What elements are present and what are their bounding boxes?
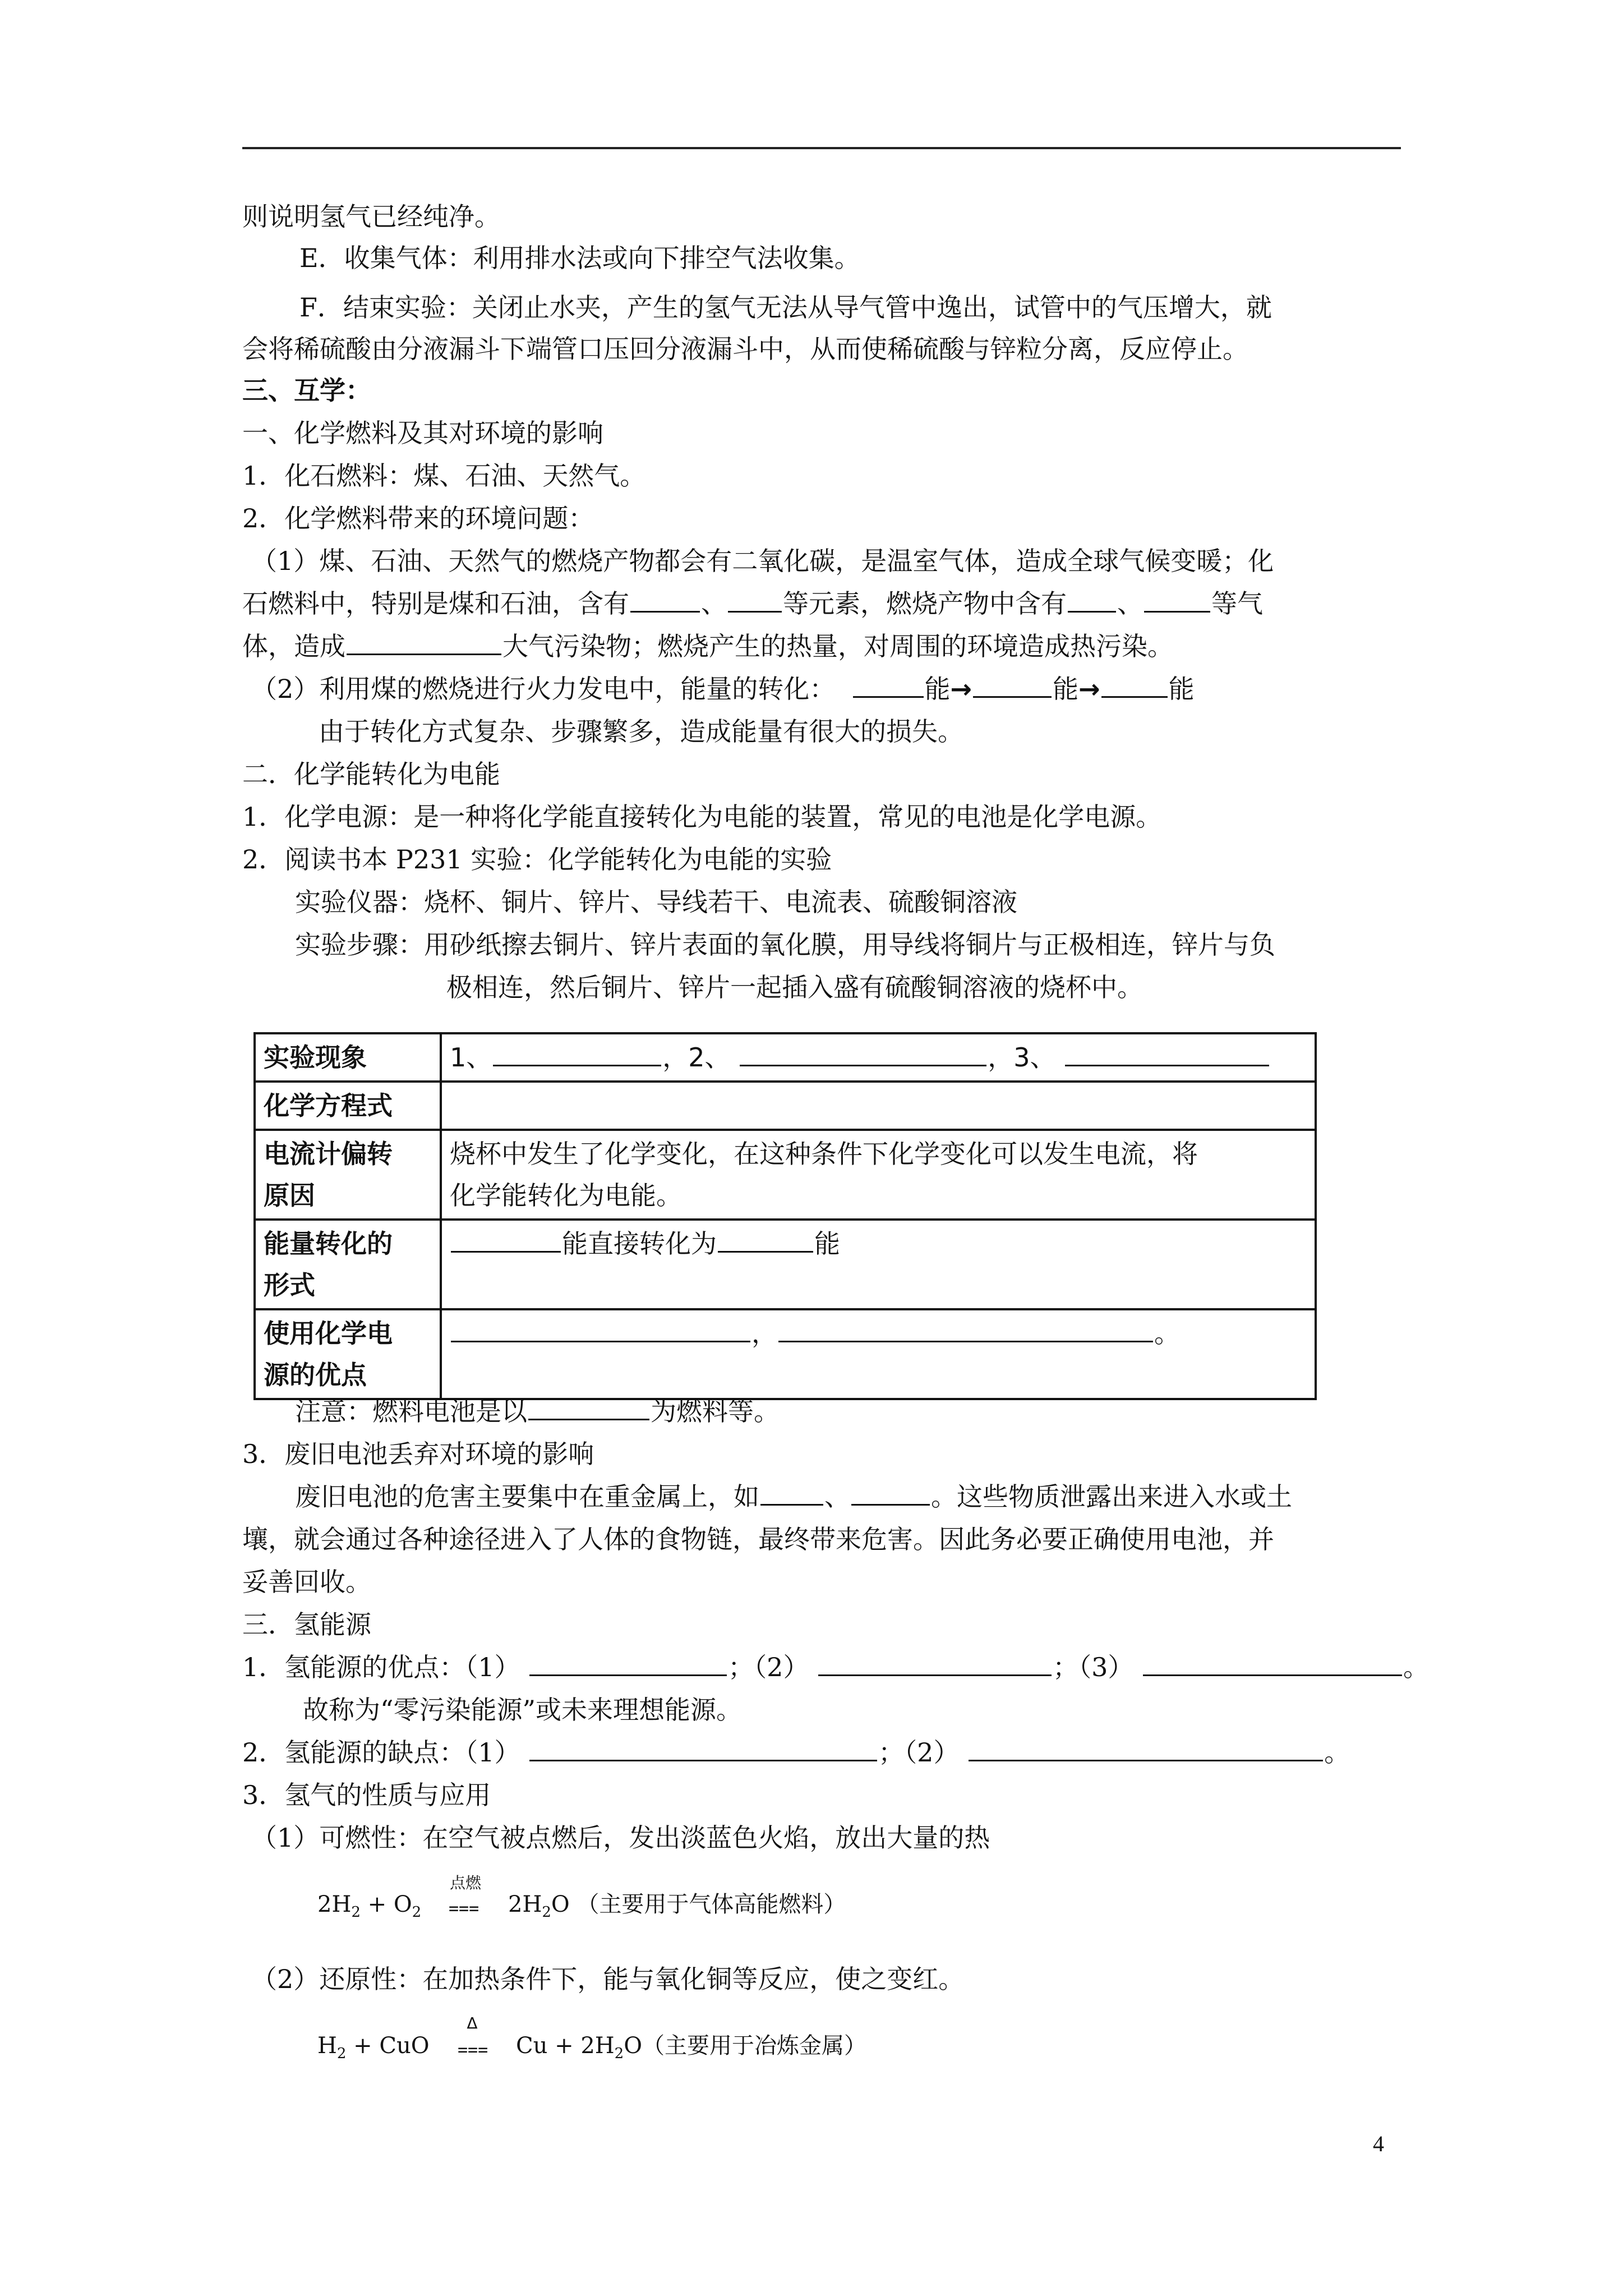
equation-right <box>516 2032 866 2068</box>
text: Cu + 2H <box>516 2033 615 2059</box>
text-line: 实验仪器：烧杯、铜片、锌片、导线若干、电流表、硫酸铜溶液 <box>295 887 1017 917</box>
reaction-condition: 点燃 <box>449 1874 481 1892</box>
text-line: 2．阅读书本 P231 实验：化学能转化为电能的实验 <box>242 844 832 875</box>
subscript: 2 <box>336 2045 347 2062</box>
text: 使用化学电 <box>264 1318 393 1349</box>
text-line-with-blanks <box>251 673 1195 705</box>
equals-sign: === <box>458 2040 488 2060</box>
text: 源的优点 <box>264 1360 367 1390</box>
equation-left <box>317 1890 421 1926</box>
table-cell <box>441 1033 1316 1082</box>
text: （主要用于气体高能燃料） <box>577 1892 846 1917</box>
text: （主要用于冶炼金属） <box>642 2033 866 2059</box>
header-rule <box>242 147 1401 149</box>
text: 能直接转化为 <box>562 1228 717 1259</box>
text: 、 <box>1117 588 1143 619</box>
text-line: 则说明氢气已经纯净。 <box>242 201 500 232</box>
row-header: 化学方程式 <box>255 1082 441 1130</box>
text: 2H <box>508 1892 542 1917</box>
fill-blank[interactable] <box>630 588 700 613</box>
table-row <box>255 1082 1316 1130</box>
text-line: F．结束实验：关闭止水夹，产生的氢气无法从导气管中逸出，试管中的气压增大，就 <box>299 292 1272 323</box>
text: + CuO <box>346 2033 430 2059</box>
fill-blank[interactable] <box>778 1318 1153 1342</box>
fill-blank[interactable] <box>1065 1042 1269 1066</box>
table-row <box>255 1309 1316 1399</box>
text: ；（3） <box>1053 1652 1134 1682</box>
subsection-title: 二．化学能转化为电能 <box>242 759 500 789</box>
fill-blank[interactable] <box>718 1228 813 1253</box>
row-header <box>255 1220 441 1309</box>
fill-blank[interactable] <box>851 1481 930 1506</box>
subsection-title: 一、化学燃料及其对环境的影响 <box>242 418 603 448</box>
experiment-table <box>253 1032 1317 1400</box>
fill-blank[interactable] <box>818 1652 1052 1676</box>
equation-left <box>317 2032 430 2068</box>
text: 形式 <box>264 1270 315 1300</box>
fill-blank[interactable] <box>529 1737 877 1761</box>
text: 为燃料等。 <box>651 1396 780 1427</box>
text: 。 <box>1403 1652 1429 1682</box>
text: 注意：燃料电池是以 <box>295 1396 527 1427</box>
table-cell <box>441 1309 1316 1399</box>
text: 石燃料中，特别是煤和石油，含有 <box>242 588 629 619</box>
text-line-with-blanks <box>242 631 1173 662</box>
text: 电流计偏转 <box>264 1139 393 1169</box>
text-line: 由于转化方式复杂、步骤繁多，造成能量有很大的损失。 <box>319 716 963 747</box>
arrow-icon: → <box>950 674 972 704</box>
text: ；（2） <box>728 1652 809 1682</box>
equals-sign: === <box>449 1899 479 1918</box>
text: 、 <box>824 1481 850 1512</box>
page-number: 4 <box>1373 2131 1384 2156</box>
text-line-with-blanks <box>295 1481 1292 1512</box>
text: O <box>624 2033 642 2059</box>
text-line: 故称为“零污染能源”或未来理想能源。 <box>303 1695 743 1725</box>
text: 能 <box>924 674 951 704</box>
section-title: 三、互学： <box>242 375 371 406</box>
text-line: 妥善回收。 <box>242 1567 371 1597</box>
subsection-title: 三．氢能源 <box>242 1609 371 1640</box>
text: 、 <box>701 588 727 619</box>
text: 等气 <box>1211 588 1263 619</box>
fill-blank[interactable] <box>529 1652 727 1676</box>
text: 2H <box>317 1892 352 1917</box>
text: 1．氢能源的优点：（1） <box>242 1652 520 1682</box>
text: 大气污染物；燃烧产生的热量，对周围的环境造成热污染。 <box>502 631 1173 661</box>
text: 能 <box>1053 674 1079 704</box>
text-line: 会将稀硫酸由分液漏斗下端管口压回分液漏斗中，从而使稀硫酸与锌粒分离，反应停止。 <box>242 334 1248 364</box>
text: 体，造成 <box>242 631 345 661</box>
text-line-with-blanks <box>242 1651 1429 1683</box>
text-line: （1）可燃性：在空气被点燃后，发出淡蓝色火焰，放出大量的热 <box>251 1823 990 1853</box>
subscript: 2 <box>351 1904 361 1921</box>
text-line: （1）煤、石油、天然气的燃烧产物都会有二氧化碳，是温室气体，造成全球气候变暖；化 <box>251 546 1274 576</box>
text: 。 <box>1324 1737 1350 1768</box>
table-cell <box>441 1130 1316 1220</box>
text: 1、 <box>450 1042 492 1073</box>
text-line: 3．氢气的性质与应用 <box>242 1780 491 1810</box>
text: 能 <box>814 1228 840 1259</box>
fill-blank[interactable] <box>740 1042 986 1066</box>
text-line: （2）还原性：在加热条件下，能与氧化铜等反应，使之变红。 <box>251 1964 965 1994</box>
fill-blank[interactable] <box>1101 674 1168 698</box>
text: ，2、 <box>662 1042 731 1073</box>
text-line: 1．化学电源：是一种将化学能直接转化为电能的装置，常见的电池是化学电源。 <box>242 802 1162 832</box>
text: H <box>317 2033 337 2059</box>
text: （2）利用煤的燃烧进行火力发电中，能量的转化： <box>251 674 836 704</box>
fill-blank[interactable] <box>451 1228 561 1253</box>
heat-condition: Δ <box>467 2014 478 2032</box>
fill-blank[interactable] <box>973 674 1052 698</box>
text: 。这些物质泄露出来进入水或土 <box>931 1481 1292 1512</box>
fill-blank[interactable] <box>528 1396 649 1420</box>
table-row <box>255 1033 1316 1082</box>
text: 能 <box>1168 674 1195 704</box>
table-row <box>255 1130 1316 1220</box>
fill-blank[interactable] <box>853 674 924 698</box>
text: 化学能转化为电能。 <box>450 1180 682 1211</box>
fill-blank[interactable] <box>760 1481 823 1506</box>
text: 2．氢能源的缺点：（1） <box>242 1737 520 1768</box>
subscript: 2 <box>614 2045 624 2062</box>
text: 能量转化的 <box>264 1228 393 1259</box>
subscript: 2 <box>412 1904 422 1921</box>
arrow-icon: → <box>1078 674 1100 704</box>
text-line: 2．化学燃料带来的环境问题： <box>242 503 594 533</box>
fill-blank[interactable] <box>969 1737 1323 1761</box>
text-line: 壤，就会通过各种途径进入了人体的食物链，最终带来危害。因此务必要正确使用电池，并 <box>242 1524 1274 1554</box>
fill-blank[interactable] <box>1068 588 1116 613</box>
text: ， <box>751 1318 777 1349</box>
fill-blank[interactable] <box>493 1042 661 1066</box>
fill-blank[interactable] <box>451 1318 750 1342</box>
table-cell <box>441 1220 1316 1309</box>
fill-blank[interactable] <box>1144 588 1210 613</box>
text-line: 实验步骤：用砂纸擦去铜片、锌片表面的氧化膜，用导线将铜片与正极相连，锌片与负 <box>295 930 1275 960</box>
text-line: E．收集气体：利用排水法或向下排空气法收集。 <box>299 243 860 273</box>
row-header <box>255 1130 441 1220</box>
text: + O <box>360 1892 412 1917</box>
text-line: 1．化石燃料：煤、石油、天然气。 <box>242 461 646 491</box>
fill-blank[interactable] <box>728 588 782 613</box>
text-line-with-blanks <box>242 1737 1350 1768</box>
note-line <box>295 1396 780 1427</box>
text-line-with-blanks <box>242 588 1263 619</box>
fill-blank[interactable] <box>347 631 501 655</box>
text: ，3、 <box>988 1042 1056 1073</box>
fill-blank[interactable] <box>1143 1652 1402 1676</box>
text: O <box>551 1892 570 1917</box>
subscript: 2 <box>542 1904 551 1921</box>
text-line: 极相连，然后铜片、锌片一起插入盛有硫酸铜溶液的烧杯中。 <box>446 972 1143 1002</box>
row-header: 实验现象 <box>255 1033 441 1082</box>
text: 等元素，燃烧产物中含有 <box>783 588 1067 619</box>
text-line: 3．废旧电池丢弃对环境的影响 <box>242 1439 594 1469</box>
text: 废旧电池的危害主要集中在重金属上，如 <box>295 1481 759 1512</box>
text: 原因 <box>264 1180 315 1211</box>
row-header <box>255 1309 441 1399</box>
equation-right <box>508 1890 846 1926</box>
text: ；（2） <box>878 1737 960 1768</box>
table-row <box>255 1220 1316 1309</box>
text: 烧杯中发生了化学变化，在这种条件下化学变化可以发生电流，将 <box>450 1139 1198 1169</box>
table-cell[interactable] <box>441 1082 1316 1130</box>
text: 。 <box>1154 1318 1180 1349</box>
